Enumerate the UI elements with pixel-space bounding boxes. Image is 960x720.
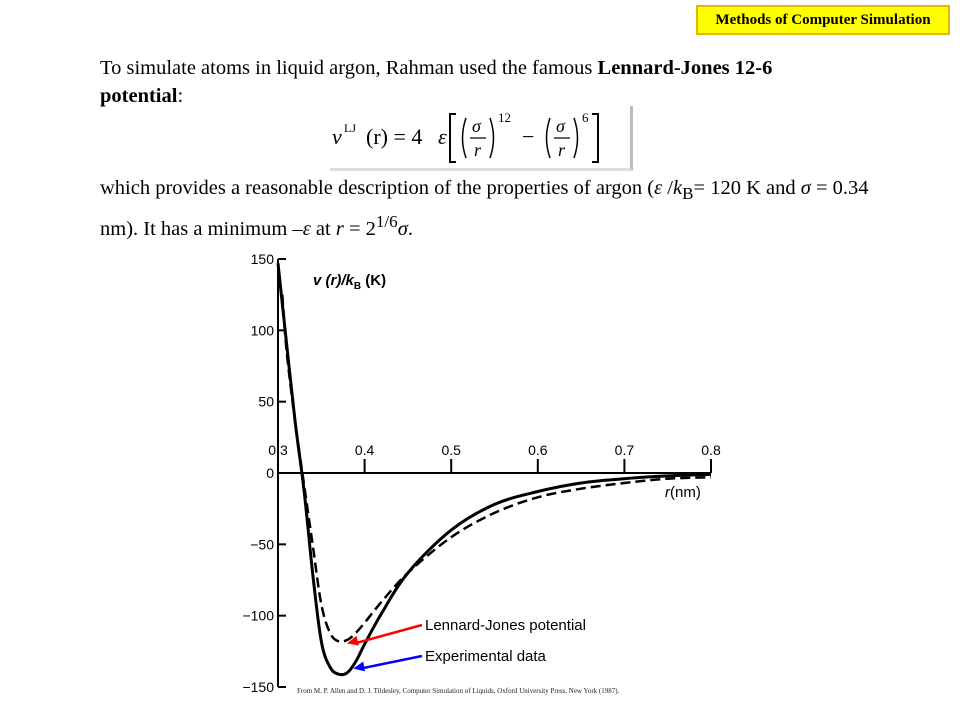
desc-k: k — [673, 177, 683, 199]
x-axis — [268, 442, 721, 473]
formula-lj-sup: LJ — [344, 121, 356, 135]
formula-epsilon: ε — [438, 124, 447, 149]
y-tick-label: 150 — [250, 251, 274, 267]
lj-term: Lennard-Jones 12-6 potential — [100, 57, 773, 107]
desc-text-5: at — [310, 217, 336, 240]
desc-sigma: σ — [800, 177, 811, 199]
desc-text-2: / — [662, 177, 673, 199]
desc-epsilon: ε — [654, 177, 663, 199]
experimental-annotation-arrow — [361, 656, 422, 668]
desc-text-1: which provides a reasonable description of the properties of argon ( — [100, 177, 655, 199]
formula-v: v — [332, 124, 342, 149]
desc-text-6: = 2 — [343, 217, 376, 240]
intro-paragraph — [100, 54, 860, 110]
desc-text-3: = 120 K and — [693, 177, 801, 199]
course-title: Methods of Computer Simulation — [715, 11, 931, 28]
y-axis-label: v $(r)/k_B$ (K) — [313, 272, 387, 292]
formula-exp-12: 12 — [498, 110, 511, 125]
formula-exp-6: 6 — [582, 110, 589, 125]
desc-exponent: 1/6 — [375, 212, 398, 232]
x-tick-label: 0.5 — [441, 442, 461, 458]
desc-text-7: . — [407, 217, 413, 240]
x-tick-label: 0.3 — [268, 442, 288, 458]
formula-r-1: r — [474, 140, 482, 160]
x-tick-label: 0.4 — [354, 442, 375, 458]
series-lines — [278, 263, 711, 674]
annotations — [347, 617, 586, 671]
potential-chart — [225, 245, 725, 695]
x-tick-label: 0.7 — [614, 442, 635, 458]
lj-annotation-text: Lennard-Jones potential — [425, 617, 586, 634]
formula-lhs-arg: (r) = 4 — [366, 124, 423, 149]
description-paragraph — [100, 174, 890, 243]
desc-epsilon-2: ε — [302, 217, 311, 240]
formula-minus: − — [522, 124, 535, 149]
formula-sigma-2: σ — [556, 116, 565, 136]
experimental-annotation-text: Experimental data — [425, 648, 546, 665]
y-tick-label: −150 — [242, 679, 274, 695]
y-tick-label: 0 — [266, 465, 274, 481]
y-tick-label: 50 — [258, 393, 274, 410]
formula-sigma-1: σ — [472, 116, 481, 136]
y-tick-label: −100 — [242, 607, 274, 624]
desc-r: r — [335, 217, 344, 240]
lj-potential-line — [282, 295, 711, 642]
credit-line: From M. P. Allen and D. J. Tildesley, Computer Simulation of Liquids, Oxford University Press, New York (1987). — [297, 687, 620, 695]
course-title-badge — [696, 5, 950, 35]
formula-r-2: r — [558, 140, 566, 160]
desc-b-sub: B — [682, 184, 694, 204]
x-tick-label: 0.8 — [701, 442, 721, 458]
lj-formula — [330, 106, 633, 171]
desc-text-4: = 0.34 nm). It has a minimum – — [100, 177, 869, 240]
y-tick-label: 100 — [250, 322, 274, 339]
x-axis-label: r(nm) — [665, 484, 701, 501]
x-tick-label: 0.6 — [528, 442, 548, 458]
intro-suffix: : — [177, 85, 184, 107]
y-tick-label: −50 — [250, 536, 274, 553]
desc-sigma-2: σ — [397, 217, 408, 240]
intro-prefix: To simulate atoms in liquid argon, Rahman used the famous — [100, 57, 598, 79]
experimental-data-line — [278, 263, 711, 674]
lj-annotation-arrow — [355, 625, 422, 643]
